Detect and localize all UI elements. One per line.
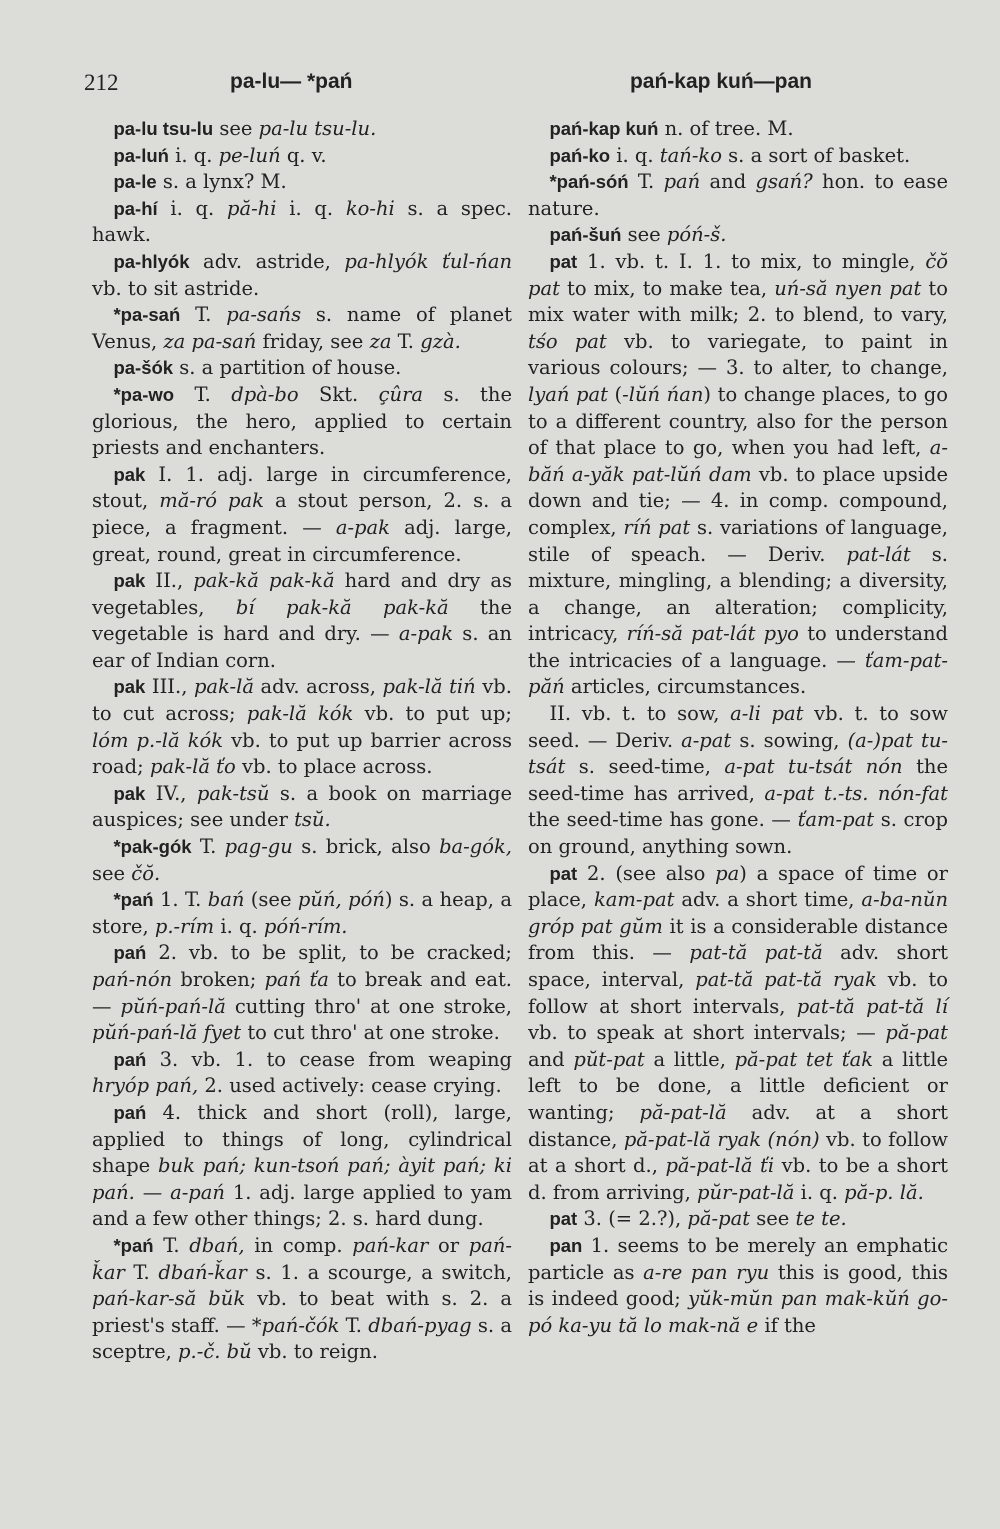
headword: *pań — [113, 889, 154, 911]
headword: *pa-wo — [113, 383, 175, 405]
entry-text: adj. large, great, round, great in circumference. — [92, 515, 512, 566]
entry-text: i. q. — [168, 143, 219, 167]
entry-text: vb. to place upside down and tie; — 4. in comp. compound, complex, — [528, 462, 948, 539]
dictionary-entry — [92, 196, 512, 249]
italic-form: p.-č. bŭ — [178, 1340, 252, 1364]
italic-form: buk pań; kun-tsoń pań; àyit pań; ki pań. — [92, 1154, 512, 1204]
entry-text: q. v. — [280, 143, 327, 167]
italic-form: a-pat tu-tsát nón — [724, 755, 903, 779]
entry-text: vb. to follow at short intervals, — [528, 968, 948, 1018]
entry-text: 1. vb. t. I. 1. to mix, to mingle, — [577, 249, 926, 273]
entry-text: articles, circumstances. — [564, 675, 807, 699]
entry-text: s. variations of language, stile of speach. — Deriv. — [528, 515, 948, 566]
entry-text: adv. across, — [254, 675, 383, 699]
headword: pat — [549, 862, 578, 884]
entry-text: see — [92, 861, 132, 885]
italic-form: lyań pat — [528, 382, 608, 406]
entry-text: T. — [628, 170, 664, 194]
headword: pak — [113, 570, 146, 592]
dictionary-entry — [92, 249, 512, 302]
entry-text: II. vb. t. to sow, — [549, 702, 731, 726]
italic-form: pŭt-pat — [573, 1047, 645, 1071]
italic-form: pak-lă ťo — [149, 755, 236, 779]
italic-form: a-ba-nŭn gróp pat gŭm — [528, 888, 949, 938]
entry-text: 3. vb. 1. to cease from weaping — [146, 1047, 512, 1071]
headword: *pań — [113, 1234, 154, 1256]
italic-form: pań-kar — [352, 1233, 429, 1257]
italic-form: pŭr-pat-lă — [697, 1180, 795, 1204]
entry-text: s. a sceptre, — [92, 1313, 512, 1364]
entry-text: vb. to variegate, to paint in various colours; — 3. to alter, to change, — [528, 329, 948, 380]
italic-form: gzà. — [420, 329, 461, 353]
entry-text: III., — [145, 675, 194, 699]
dictionary-entry — [528, 169, 948, 222]
italic-form: pak-kă pak-kă — [193, 569, 335, 593]
entry-text: s. a spec. hawk. — [92, 196, 512, 247]
italic-form: gsań? — [755, 170, 813, 194]
entry-text: s. a sort of basket. — [721, 143, 911, 167]
entry-text: see — [213, 117, 259, 140]
entry-text: Skt. — [298, 382, 379, 406]
dictionary-entry — [92, 1047, 512, 1100]
italic-form: a-li pat — [730, 702, 804, 726]
italic-form: pań-kar-să bŭk — [92, 1287, 246, 1311]
entry-text: to mix, to make tea, — [559, 276, 775, 300]
headword: pa-lu tsu-lu — [113, 118, 214, 139]
italic-form: hryóp pań, — [92, 1074, 199, 1098]
right-running-head: pań-kap kuń—pan — [629, 70, 812, 93]
italic-form: dbań, — [189, 1233, 245, 1257]
entry-text: 2. (see also — [577, 861, 716, 885]
entry-text: T. — [124, 1260, 159, 1284]
headword: pan — [549, 1234, 583, 1256]
italic-form: a-pań — [170, 1180, 225, 1204]
entry-text: i. q. — [610, 143, 660, 167]
italic-form: pat-lát — [846, 542, 911, 566]
entry-text: 2. vb. to be split, to be cracked; — [146, 941, 512, 965]
italic-form: ba-gók, — [439, 835, 512, 859]
entry-text: T. — [174, 382, 232, 406]
headword: pa-le — [113, 171, 157, 193]
entry-text: 4. thick and short (roll), large, applied to things of long, cylindrical shape — [92, 1100, 512, 1178]
headword: *pa-sań — [113, 304, 181, 326]
italic-form: a-pat — [681, 728, 732, 752]
italic-form: pă-pat — [687, 1207, 751, 1231]
italic-form: pă-pat-lă — [639, 1100, 727, 1124]
italic-form: tań-ko — [659, 143, 722, 167]
entry-text: vb. t. to sow seed. — Deriv. — [528, 702, 948, 752]
entry-text: hon. to ease nature. — [528, 170, 948, 220]
italic-form: pak-lă kók — [246, 702, 354, 726]
entry-text: — — [134, 1180, 171, 1204]
italic-form: yŭk-mŭn pan mak-kŭń go-pó ka-yu tă lo mak-nă e — [528, 1287, 948, 1337]
entry-text: vb. to put up; — [353, 702, 512, 726]
dictionary-entry — [528, 861, 948, 1207]
entry-text: T. — [391, 329, 421, 353]
entry-text: the seed-time has arrived, — [528, 755, 949, 805]
headword: pak — [113, 676, 146, 698]
page-header — [0, 70, 1000, 104]
italic-form: pa — [715, 861, 740, 885]
italic-form: ko-hi — [345, 196, 395, 220]
entry-text: in comp. — [244, 1233, 353, 1257]
entry-text: i. q. — [157, 196, 227, 220]
entry-text: s. sowing, — [731, 728, 848, 752]
headword: *pak-gók — [113, 836, 192, 858]
entry-text: vb. to put up barrier across road; — [92, 728, 512, 779]
dictionary-entry — [92, 116, 512, 143]
entry-text: T. — [339, 1313, 369, 1337]
italic-form: (a-)pat tu-tsát — [528, 728, 948, 779]
dictionary-entry — [92, 169, 512, 196]
entry-text: to cut thro' at one stroke. — [241, 1021, 500, 1045]
entry-text: T. — [180, 303, 227, 327]
dictionary-entry — [92, 143, 512, 170]
italic-form: -lŭń ńan — [622, 382, 704, 406]
entry-text: s. 1. a scourge, a switch, — [246, 1260, 512, 1284]
entry-text: 3. (= 2.?), — [577, 1207, 688, 1231]
right-column — [528, 116, 948, 1339]
italic-form: pă-pat — [885, 1021, 948, 1045]
entry-text: s. a lynx? M. — [156, 170, 287, 194]
italic-form: dpà-bo — [231, 382, 299, 406]
italic-form: pă-p. lă. — [844, 1180, 924, 1204]
dictionary-entry — [528, 701, 948, 861]
headword: pań — [113, 1101, 147, 1123]
italic-form: pat-tă pat-tă — [689, 941, 823, 965]
italic-form: pŭń, póń — [297, 888, 385, 912]
entry-text: adv. astride, — [189, 249, 345, 273]
italic-form: pań ťa — [264, 968, 329, 991]
headword: pa-šók — [113, 357, 174, 379]
entry-text: IV., — [145, 781, 197, 805]
italic-form: pat-tă pat-tă lí — [796, 994, 948, 1018]
entry-text: s. brick, also — [292, 835, 440, 859]
entry-text: 2. used actively: cease crying. — [198, 1074, 502, 1098]
italic-form: pag-gu — [224, 835, 293, 859]
italic-form: lóm p.-lă kók — [92, 728, 224, 752]
entry-text: (see — [244, 888, 298, 912]
entry-text: s. crop on ground, anything sown. — [528, 808, 948, 859]
italic-form: pŭń-pań-lă fyet — [92, 1021, 242, 1045]
left-column — [92, 116, 512, 1366]
entry-text: broken; — [172, 968, 265, 991]
entry-text: the vegetable is hard and dry. — — [92, 595, 512, 646]
dictionary-entry — [92, 382, 512, 462]
italic-form: pań-ǩar — [92, 1233, 512, 1284]
page-number: 212 — [84, 70, 119, 95]
dictionary-entry — [92, 355, 512, 382]
entry-text: 1. adj. large applied to yam and a few other things; 2. s. hard dung. — [92, 1180, 512, 1231]
entry-text: ) a space of time or place, — [528, 861, 948, 912]
italic-form: pak-lă — [193, 675, 254, 699]
entry-text: a little, — [644, 1047, 735, 1071]
entry-text: vb. to follow at a short d., — [528, 1127, 948, 1178]
entry-text: s. a book on marriage auspices; see under — [92, 781, 513, 832]
entry-text: vb. to place across. — [235, 755, 433, 779]
entry-text: vb. to be a short d. from arriving, — [528, 1154, 948, 1204]
italic-form: ťam-pat — [797, 808, 875, 832]
dictionary-entry — [92, 302, 512, 355]
entry-text: i. q. — [214, 914, 264, 938]
dictionary-entry — [528, 222, 948, 249]
dictionary-entry — [92, 940, 512, 1046]
entry-text: n. of tree. M. — [658, 117, 794, 140]
italic-form: a-pak — [398, 622, 454, 646]
entry-text: T. — [153, 1233, 190, 1257]
entry-text: see — [621, 223, 667, 247]
headword: pa-hlyók — [113, 250, 190, 272]
italic-form: p.-rím — [154, 914, 215, 938]
italic-form: tśo pat — [528, 329, 607, 353]
italic-form: pe-luń — [218, 143, 281, 167]
dictionary-entry — [528, 143, 948, 170]
italic-form: a-băń a-yăk pat-lŭń dam — [528, 436, 948, 486]
entry-text: s. name of planet Venus, — [92, 303, 512, 353]
entry-text: vb. to cut across; — [92, 675, 512, 726]
italic-form: *pań-čók — [251, 1313, 340, 1337]
italic-form: pă-pat tet ťak — [734, 1047, 874, 1071]
entry-text: and — [528, 1047, 574, 1071]
entry-text: I. 1. adj. large in circumference, stout, — [92, 462, 512, 513]
italic-form: dbań-pyag — [368, 1313, 472, 1337]
dictionary-entry — [92, 1233, 512, 1366]
italic-form: pak-tsŭ — [196, 781, 270, 805]
italic-form: póń-š. — [666, 223, 727, 247]
italic-form: pŭń-pań-lă — [120, 994, 226, 1018]
italic-form: çûra — [378, 382, 424, 406]
italic-form: pa-lu tsu-lu. — [258, 117, 377, 140]
italic-form: za — [369, 329, 392, 353]
dictionary-entry — [528, 1233, 948, 1339]
entry-text: vb. to beat with s. 2. a priest's staff. — — [92, 1287, 512, 1337]
left-running-head: pa-lu— *pań — [230, 70, 353, 93]
dictionary-entry — [528, 1206, 948, 1233]
headword: pak — [113, 463, 146, 485]
italic-form: ríń-să pat-lát pyo — [626, 622, 799, 646]
entry-text: vb. to sit astride. — [92, 276, 260, 300]
dictionary-entry — [92, 1100, 512, 1233]
entry-text: II., — [145, 569, 194, 593]
entry-text: s. a partition of house. — [173, 356, 402, 380]
dictionary-entry — [92, 674, 512, 780]
italic-form: uń-să nyen pat — [774, 276, 922, 300]
dictionary-entry — [92, 834, 512, 887]
entry-text: vb. to speak at short intervals; — — [528, 1021, 886, 1045]
italic-form: tsŭ. — [294, 808, 331, 832]
entry-text: to mix water with milk; 2. to blend, to vary, — [528, 276, 948, 327]
dictionary-entry — [92, 462, 512, 568]
headword: pań — [113, 1048, 147, 1070]
italic-form: čŏ pat — [528, 249, 948, 300]
entry-text: ) to change places, to go to a different country, also for the person of that place to go, when you had left, — [528, 382, 948, 460]
entry-text: to understand the intricacies of a language. — — [528, 622, 949, 672]
italic-form: a-pat t.-ts. nón-fat — [764, 781, 948, 805]
entry-text: hard and dry as vegetables, — [92, 569, 512, 619]
headword: pa-hí — [113, 197, 158, 219]
entry-text: 1. seems to be merely an emphatic particle as — [528, 1233, 948, 1284]
entry-text: cutting thro' at one stroke, — [225, 994, 512, 1018]
headword: pat — [549, 250, 578, 272]
entry-text: ( — [607, 382, 623, 406]
headword: pań-kap kuń — [549, 118, 659, 139]
italic-form: pa-sańs — [226, 303, 302, 327]
italic-form: a-re pan ryu — [643, 1260, 770, 1284]
italic-form: póń-rím. — [263, 914, 348, 938]
entry-text: the seed-time has gone. — — [528, 808, 798, 832]
entry-text: friday, see — [256, 329, 370, 353]
headword: pa-luń — [113, 144, 169, 166]
italic-form: dbań-ǩar — [158, 1260, 247, 1284]
headword: *pań-sóń — [549, 171, 629, 193]
italic-form: pa-hlyók ťul-ńan — [344, 249, 512, 273]
italic-form: čŏ. — [131, 861, 161, 885]
entry-text: see — [750, 1207, 796, 1231]
entry-text: adv. short space, interval, — [528, 941, 948, 991]
italic-form: pă-pat-lă ryak (nón) — [623, 1127, 820, 1151]
italic-form: za pa-sań — [163, 329, 257, 353]
entry-text: and — [700, 170, 756, 194]
italic-form: pă-pat-lă ťi — [665, 1154, 775, 1178]
dictionary-entry — [528, 249, 948, 701]
italic-form: pań-nón — [92, 968, 173, 991]
dictionary-entry — [92, 781, 512, 834]
italic-form: bań — [207, 888, 245, 912]
dictionary-entry — [92, 568, 512, 674]
entry-text: s. seed-time, — [565, 755, 725, 779]
headword: pań — [113, 942, 147, 964]
dictionary-entry — [92, 887, 512, 940]
entry-text: s. an ear of Indian corn. — [92, 622, 512, 672]
italic-form: mă-ró pak — [159, 489, 264, 513]
italic-form: kam-pat — [593, 888, 675, 912]
entry-text: a stout person, 2. s. a piece, a fragment. — — [92, 489, 512, 539]
entry-text: adv. a short time, — [674, 888, 862, 912]
entry-text: adv. at a short distance, — [528, 1100, 948, 1151]
entry-text: it is a considerable distance from this. — — [528, 914, 949, 965]
italic-form: pă-hi — [226, 196, 277, 220]
entry-text: a little left to be done, a little deficient or wanting; — [528, 1047, 948, 1124]
entry-text: s. mixture, mingling, a blending; a diversity, a change, an alteration; complicity, intricacy, — [528, 542, 949, 646]
italic-form: bí pak-kă pak-kă — [235, 595, 449, 619]
entry-text: vb. to reign. — [251, 1340, 378, 1364]
italic-form: pak-lă tiń — [382, 675, 476, 699]
headword: pań-ko — [549, 144, 611, 166]
entry-text: this is good, this is indeed good; — [528, 1260, 948, 1311]
entry-text: 1. T. — [153, 888, 208, 912]
headword: pak — [113, 782, 146, 804]
italic-form: pat-tă pat-tă ryak — [695, 968, 877, 991]
italic-form: ťam-pat-păń — [528, 648, 948, 699]
italic-form: pań — [663, 170, 701, 194]
entry-text: i. q. — [794, 1180, 845, 1204]
entry-text: if the — [758, 1313, 816, 1337]
entry-text: T. — [191, 835, 225, 859]
entry-text: i. q. — [276, 196, 346, 220]
italic-form: a-pak — [335, 515, 390, 539]
italic-form: te te. — [795, 1207, 847, 1231]
entry-text: s. the glorious, the hero, applied to certain priests and enchanters. — [92, 382, 512, 460]
italic-form: ríń pat — [623, 515, 691, 539]
dictionary-entry — [528, 116, 948, 143]
headword: pat — [549, 1208, 578, 1230]
entry-text: to break and eat. — — [92, 968, 512, 1018]
entry-text: or — [428, 1233, 469, 1257]
entry-text: ) s. a heap, a store, — [92, 888, 513, 938]
headword: pań-šuń — [549, 224, 622, 246]
